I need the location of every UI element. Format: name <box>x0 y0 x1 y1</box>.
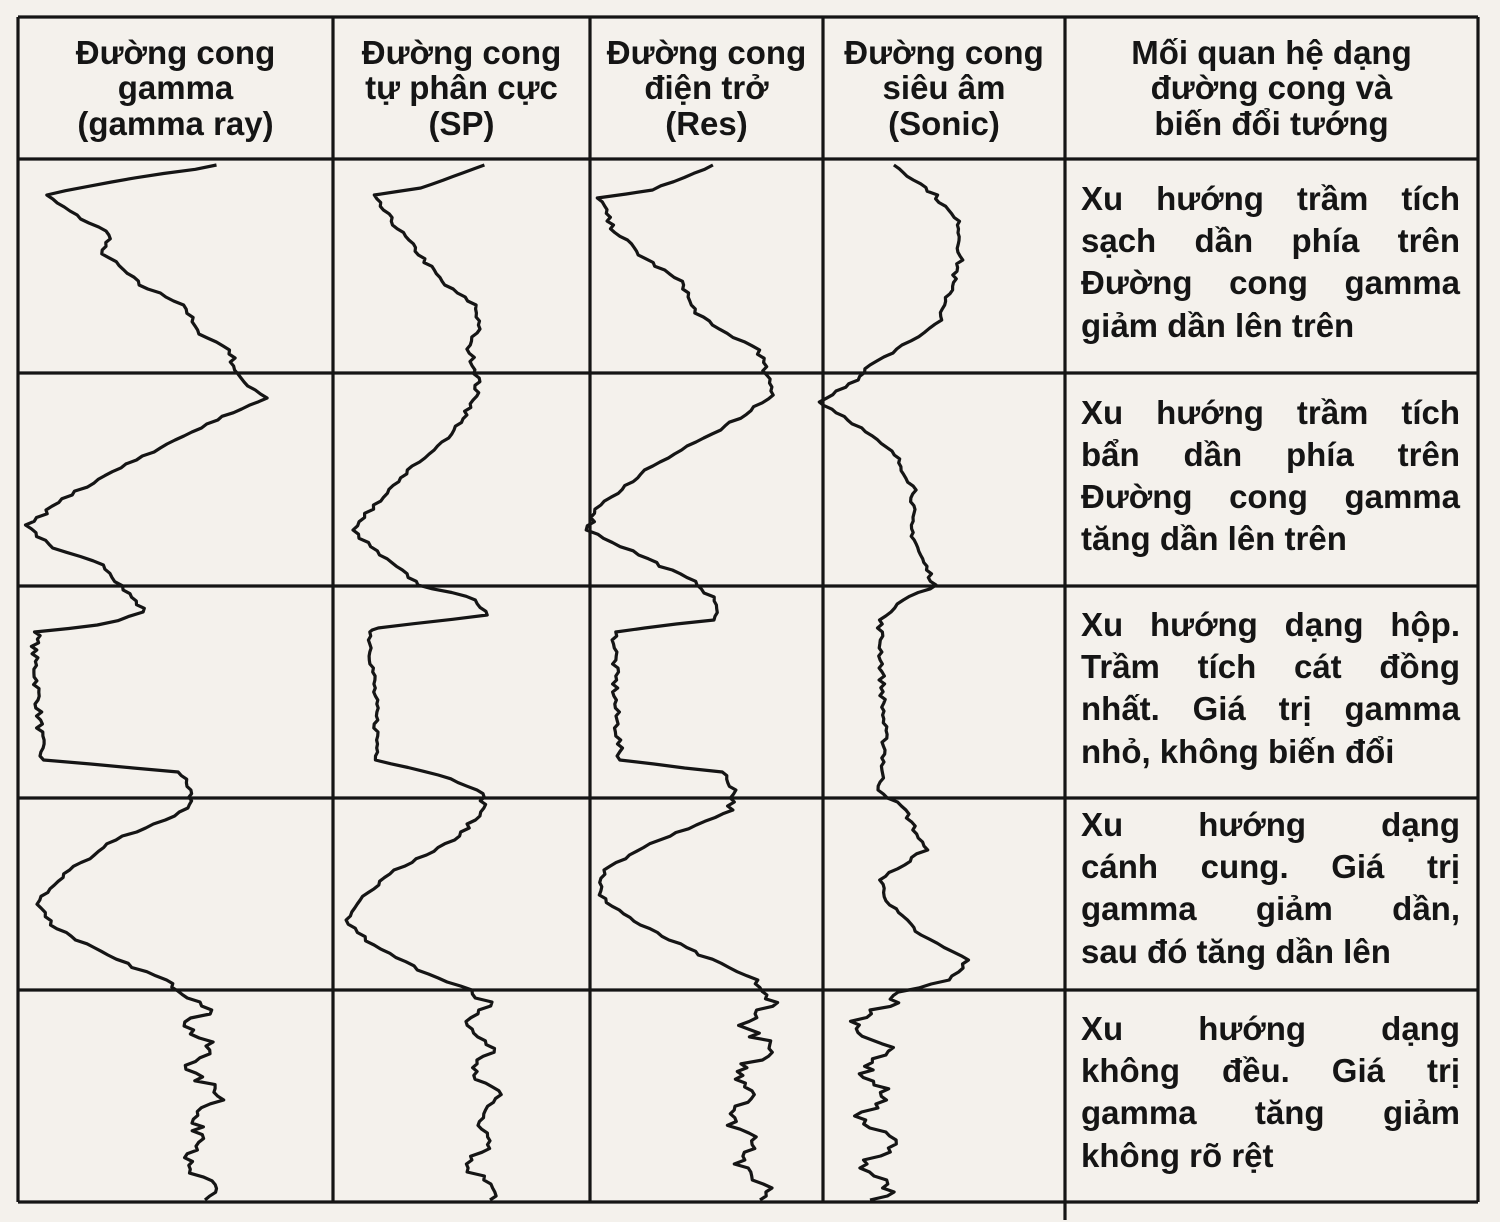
description-line: không rõ rệt <box>1081 1136 1274 1174</box>
column-header-5 <box>1069 21 1474 155</box>
header-line: Đường cong <box>361 33 562 71</box>
description-line: giảm dần lên trên <box>1081 306 1355 344</box>
description-line: nhỏ, không biến đổi <box>1081 732 1395 770</box>
header-line: Đường cong <box>844 33 1044 71</box>
trend-description-box <box>1081 604 1460 773</box>
header-line: điện trở <box>644 69 769 107</box>
description-line: Xu hướng trầm tích <box>1081 393 1460 431</box>
sp-log-curve <box>346 165 501 1200</box>
description-line: sau đó tăng dần lên <box>1081 932 1391 970</box>
column-header-1 <box>22 21 329 155</box>
trend-description-bow <box>1081 804 1460 973</box>
description-line: không đều. Giá trị <box>1081 1052 1460 1090</box>
description-line: cánh cung. Giá trị <box>1081 848 1460 886</box>
header-line: tự phân cực <box>365 69 558 107</box>
description-line: tăng dần lên trên <box>1081 520 1347 558</box>
res-log-curve <box>586 165 777 1200</box>
trend-description-irregular <box>1081 1008 1460 1177</box>
description-line: Xu hướng dạng <box>1081 1010 1460 1047</box>
description-line: Xu hướng dạng <box>1081 806 1460 843</box>
description-line: nhất. Giá trị gamma <box>1081 690 1460 728</box>
header-line: Đường cong <box>606 33 807 71</box>
description-line: gamma tăng giảm <box>1081 1094 1460 1132</box>
header-line: (Sonic) <box>888 104 1000 142</box>
description-line: sạch dần phía trên <box>1081 222 1460 260</box>
description-line: Đường cong gamma <box>1081 264 1460 302</box>
column-header-2 <box>337 21 586 155</box>
description-line: Trầm tích cát đồng <box>1081 648 1460 686</box>
header-line: siêu âm <box>882 69 1006 107</box>
header-line: đường cong và <box>1150 69 1393 107</box>
header-line: Đường cong <box>75 33 276 71</box>
column-header-4 <box>827 21 1061 155</box>
description-line: Xu hướng dạng hộp. <box>1081 606 1460 643</box>
trend-description-bell <box>1081 392 1460 561</box>
trend-description-funnel <box>1081 178 1460 347</box>
sonic-log-curve <box>819 165 968 1200</box>
column-header-3 <box>594 21 819 155</box>
description-line: Đường cong gamma <box>1081 477 1460 515</box>
header-line: biến đổi tướng <box>1154 104 1389 142</box>
description-line: Xu hướng trầm tích <box>1081 180 1460 217</box>
header-line: (SP) <box>428 104 495 142</box>
header-line: Mối quan hệ dạng <box>1131 33 1412 71</box>
gamma-log-curve <box>26 165 268 1200</box>
description-line: gamma giảm dần, <box>1081 890 1460 928</box>
header-line: gamma <box>117 69 234 107</box>
header-line: (gamma ray) <box>77 104 274 142</box>
header-line: (Res) <box>665 104 748 142</box>
description-line: bẩn dần phía trên <box>1081 435 1460 473</box>
